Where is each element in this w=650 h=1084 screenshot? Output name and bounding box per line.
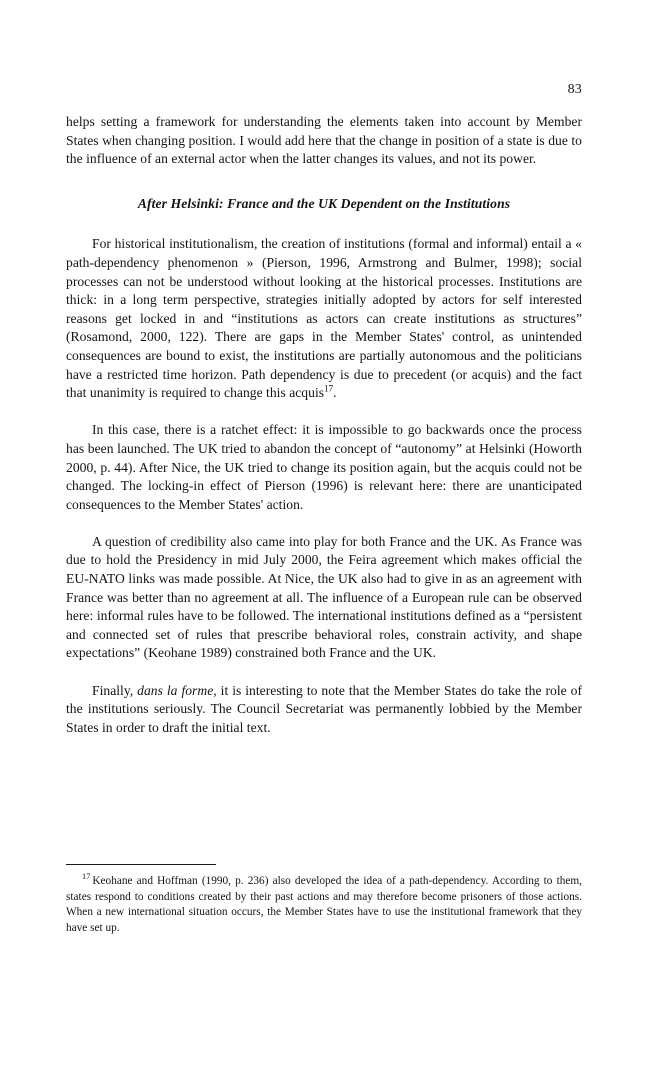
paragraph-credibility: A question of credibility also came into play for both France and the UK. As France was due to hold the Presidency in mid July 2000, the Feira agreement which makes official the EU-NATO links was made possible. At Nice, the UK also had to give in as an agreement with France was better than no agreement at all. The influence of a European rule can be observed here: informal rules have to be followed. The international institutions defined as a “persistent and connected set of rules that prescribe behavioral roles, constrain activity, and shape expectations” (Keohane 1989) constrained both France and the UK. bbox=[66, 533, 582, 661]
footnote-17 bbox=[66, 874, 582, 936]
section-heading: After Helsinki: France and the UK Dependent on the Institutions bbox=[137, 195, 511, 211]
paragraph-dans-la-forme-lead: Finally, bbox=[92, 682, 138, 698]
footnote-reference-17[interactable]: 17 bbox=[324, 383, 334, 394]
footnote-section bbox=[66, 864, 582, 936]
paragraph-ratchet-effect: In this case, there is a ratchet effect: it is impossible to go backwards once the process has been launched. The UK tried to abandon the concept of “autonomy” at Helsinki (Howorth 2000, p. 44). After Nice, the UK tried to change its position again, but the acquis could not be changed. The locking-in effect of Pierson (1996) is relevant here: there are unanticipated consequences to the Member States' action. bbox=[66, 422, 582, 512]
italic-phrase-dans-la-forme: dans la forme bbox=[137, 682, 214, 698]
footnote-separator-rule bbox=[66, 864, 216, 865]
page-number: 83 bbox=[567, 82, 582, 97]
paragraph-continuation: helps setting a framework for understanding the elements taken into account by Member States when changing position. I would add here that the change in position of a state is due to the influence of an external actor when the latter changes its values, and not its power. bbox=[66, 114, 582, 167]
paragraph-institutionalism-text: For historical institutionalism, the creation of institutions (formal and informal) entail a « path-dependency phenomenon » (Pierson, 1996, Armstrong and Bulmer, 1998); social processes can not be understood without looking at the historical processes. Institutions are thick: in a long term perspective, strategies initially adopted by actors for self interested reasons get locked in and “institutions as actors can create institutions as structures” (Rosamond, 2000, 122). There are gaps in the Member States' control, as unintended consequences are bound to exist, the institutions are partially autonomous and the politicians have a restricted time horizon. Path dependency is due to precedent (or acquis) and the fact that unanimity is required to change this acquis bbox=[66, 236, 582, 401]
paragraph-dans-la-forme bbox=[66, 682, 582, 738]
page-body bbox=[66, 113, 582, 737]
paragraph-institutionalism-tail: . bbox=[333, 385, 337, 401]
paragraph-institutionalism bbox=[66, 235, 582, 402]
paragraph-dans-la-forme-tail: , it is interesting to note that the Member States do take the role of the institutions seriously. The Council Secretariat was permanently lobbied by the Member States in order to draft the initial text. bbox=[66, 682, 582, 735]
footnote-marker-17: 17 bbox=[82, 872, 91, 882]
footnote-17-text: Keohane and Hoffman (1990, p. 236) also developed the idea of a path-dependency. According to them, states respond to conditions created by their past actions and may therefore become prisoners of those actions. When a new international situation occurs, the Member States have to use the institutional framework that they have set up. bbox=[66, 875, 582, 934]
